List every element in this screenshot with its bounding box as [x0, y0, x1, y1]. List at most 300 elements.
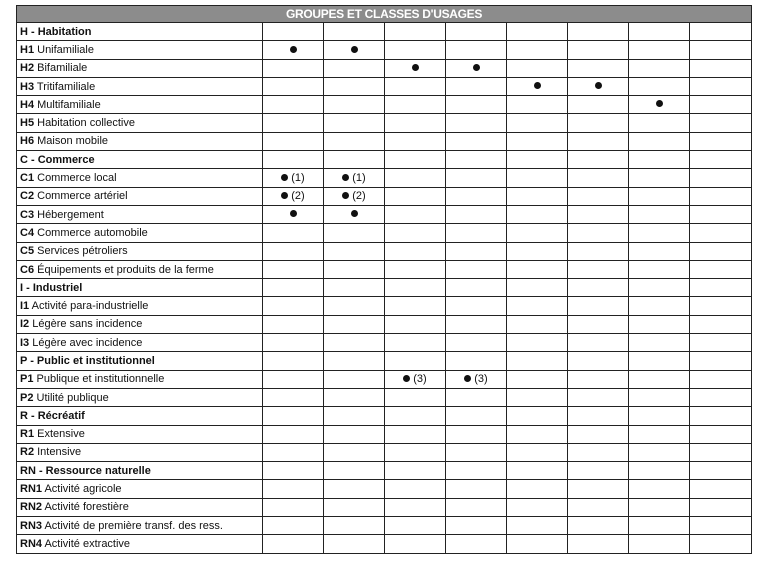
- zone-cell: [324, 388, 385, 406]
- zone-cell: [629, 388, 690, 406]
- zone-cell: [568, 260, 629, 278]
- zone-cell: [385, 517, 446, 535]
- zone-cell: [324, 132, 385, 150]
- zone-cell: [507, 462, 568, 480]
- bullet-icon: [290, 210, 297, 217]
- class-label: [17, 169, 263, 187]
- zone-cell: [446, 260, 507, 278]
- group-label: [17, 462, 263, 480]
- zone-cell: [568, 187, 629, 205]
- zone-cell: [568, 480, 629, 498]
- zone-cell: [446, 297, 507, 315]
- zone-cell: [263, 169, 324, 187]
- zone-cell: [324, 425, 385, 443]
- bullet-icon: [281, 174, 288, 181]
- class-row: [17, 297, 752, 315]
- zone-cell: [507, 205, 568, 223]
- zone-cell: [568, 407, 629, 425]
- zone-cell: [568, 443, 629, 461]
- zone-cell: [568, 388, 629, 406]
- zone-cell: [385, 151, 446, 169]
- class-label: [17, 297, 263, 315]
- bullet-icon: [595, 82, 602, 89]
- zone-cell: [629, 443, 690, 461]
- zone-cell: [507, 315, 568, 333]
- class-name: Hébergement: [37, 208, 104, 221]
- zone-cell: [629, 334, 690, 352]
- zone-cell: [690, 334, 752, 352]
- zone-cell: [446, 480, 507, 498]
- class-row: [17, 169, 752, 187]
- class-name: Multifamiliale: [37, 98, 101, 111]
- zone-cell: [629, 114, 690, 132]
- zone-cell: [324, 77, 385, 95]
- zone-cell: [507, 169, 568, 187]
- zone-cell: [507, 59, 568, 77]
- class-code: C5: [20, 245, 35, 258]
- group-row: [17, 407, 752, 425]
- bullet-icon: [534, 82, 541, 89]
- class-label: [17, 443, 263, 461]
- zone-cell: [324, 352, 385, 370]
- zone-cell: [263, 279, 324, 297]
- class-code: I2: [20, 318, 30, 331]
- zone-cell: [324, 279, 385, 297]
- zone-cell: [507, 425, 568, 443]
- zone-cell: [446, 151, 507, 169]
- zone-cell: [507, 388, 568, 406]
- zone-cell: [629, 41, 690, 59]
- zone-cell: [507, 443, 568, 461]
- class-code: RN2: [20, 501, 43, 514]
- zone-cell: [629, 425, 690, 443]
- zone-cell: [507, 132, 568, 150]
- zone-cell: [446, 407, 507, 425]
- zone-cell: [385, 114, 446, 132]
- zone-cell: [385, 23, 446, 41]
- zone-cell: [629, 279, 690, 297]
- zone-cell: [385, 352, 446, 370]
- zone-cell: [263, 517, 324, 535]
- zone-cell: [568, 498, 629, 516]
- zone-cell: [568, 59, 629, 77]
- zone-cell: [568, 462, 629, 480]
- zone-cell: [690, 132, 752, 150]
- zone-cell: [690, 23, 752, 41]
- zone-cell: [263, 77, 324, 95]
- group-name: H - Habitation: [20, 25, 92, 38]
- zone-cell: [324, 242, 385, 260]
- zone-cell: [263, 297, 324, 315]
- zone-cell: [690, 224, 752, 242]
- bullet-icon: [351, 210, 358, 217]
- zone-cell: [324, 41, 385, 59]
- group-row: [17, 279, 752, 297]
- zone-cell: [568, 151, 629, 169]
- class-name: Publique et institutionnelle: [36, 373, 165, 386]
- zone-cell: [263, 41, 324, 59]
- class-label: [17, 41, 263, 59]
- zone-cell: [263, 425, 324, 443]
- class-name: Maison mobile: [37, 135, 109, 148]
- zone-cell: [568, 23, 629, 41]
- zone-cell: [446, 242, 507, 260]
- zone-cell: [385, 315, 446, 333]
- class-name: Activité agricole: [44, 483, 122, 496]
- class-name: Légère sans incidence: [32, 318, 143, 331]
- zone-cell: [446, 279, 507, 297]
- zone-cell: [324, 334, 385, 352]
- class-code: H6: [20, 135, 35, 148]
- zone-cell: [507, 517, 568, 535]
- zone-cell: [263, 23, 324, 41]
- zone-cell: [324, 151, 385, 169]
- zone-cell: [690, 370, 752, 388]
- zone-cell: [446, 23, 507, 41]
- zone-cell: [263, 151, 324, 169]
- class-label: [17, 260, 263, 278]
- bullet-icon: [403, 375, 410, 382]
- class-row: [17, 334, 752, 352]
- zone-cell: [446, 498, 507, 516]
- zone-cell: [690, 187, 752, 205]
- class-label: [17, 224, 263, 242]
- zone-cell: [385, 187, 446, 205]
- zone-cell: [690, 407, 752, 425]
- zone-cell: [629, 77, 690, 95]
- zone-cell: [629, 205, 690, 223]
- footnote-ref: (3): [413, 373, 427, 386]
- bullet-icon: [473, 64, 480, 71]
- zone-cell: [507, 23, 568, 41]
- zone-cell: [324, 443, 385, 461]
- zone-cell: [446, 169, 507, 187]
- zone-cell: [263, 480, 324, 498]
- zone-cell: [568, 205, 629, 223]
- zone-cell: [446, 187, 507, 205]
- zone-cell: [446, 388, 507, 406]
- zone-cell: [629, 169, 690, 187]
- zone-cell: [385, 41, 446, 59]
- zone-cell: [385, 462, 446, 480]
- zone-cell: [263, 407, 324, 425]
- bullet-icon: [351, 46, 358, 53]
- group-label: [17, 279, 263, 297]
- bullet-icon: [412, 64, 419, 71]
- zone-cell: [507, 151, 568, 169]
- class-name: Services pétroliers: [37, 245, 128, 258]
- zone-cell: [385, 370, 446, 388]
- zone-cell: [629, 132, 690, 150]
- zone-cell: [446, 59, 507, 77]
- zone-cell: [263, 535, 324, 553]
- class-label: [17, 114, 263, 132]
- zone-cell: [324, 59, 385, 77]
- zone-cell: [385, 169, 446, 187]
- zone-cell: [507, 41, 568, 59]
- zone-cell: [385, 132, 446, 150]
- zone-cell: [629, 260, 690, 278]
- group-row: [17, 352, 752, 370]
- class-label: [17, 242, 263, 260]
- zone-cell: [263, 443, 324, 461]
- zone-cell: [263, 370, 324, 388]
- zone-cell: [263, 59, 324, 77]
- zone-cell: [507, 187, 568, 205]
- zone-cell: [690, 96, 752, 114]
- zone-cell: [568, 315, 629, 333]
- class-name: Tritifamiliale: [36, 80, 96, 93]
- zone-cell: [446, 334, 507, 352]
- zone-cell: [324, 517, 385, 535]
- zone-cell: [568, 77, 629, 95]
- zone-cell: [446, 370, 507, 388]
- zone-cell: [446, 205, 507, 223]
- zone-cell: [568, 242, 629, 260]
- zone-cell: [568, 96, 629, 114]
- zone-cell: [568, 114, 629, 132]
- class-name: Extensive: [37, 428, 85, 441]
- zone-cell: [690, 114, 752, 132]
- zone-cell: [507, 498, 568, 516]
- class-code: RN1: [20, 483, 43, 496]
- zone-cell: [263, 352, 324, 370]
- table-title: GROUPES ET CLASSES D'USAGES: [17, 6, 752, 23]
- zone-cell: [568, 352, 629, 370]
- zone-cell: [568, 370, 629, 388]
- zone-cell: [568, 279, 629, 297]
- footnote-ref: (1): [291, 172, 305, 185]
- class-row: [17, 480, 752, 498]
- zone-cell: [690, 388, 752, 406]
- zone-cell: [385, 242, 446, 260]
- zone-cell: [446, 224, 507, 242]
- class-name: Activité para-industrielle: [31, 300, 149, 313]
- class-row: [17, 205, 752, 223]
- class-label: [17, 517, 263, 535]
- class-name: Intensive: [37, 446, 82, 459]
- zone-cell: [690, 462, 752, 480]
- zone-cell: [690, 498, 752, 516]
- zone-cell: [324, 187, 385, 205]
- zone-cell: [446, 132, 507, 150]
- footnote-ref: (3): [474, 373, 488, 386]
- zone-cell: [629, 370, 690, 388]
- group-row: [17, 462, 752, 480]
- class-label: [17, 498, 263, 516]
- zone-cell: [263, 132, 324, 150]
- zone-cell: [629, 59, 690, 77]
- zone-cell: [568, 535, 629, 553]
- zone-cell: [385, 535, 446, 553]
- class-label: [17, 77, 263, 95]
- zone-cell: [385, 388, 446, 406]
- class-name: Commerce local: [37, 172, 117, 185]
- zone-cell: [385, 205, 446, 223]
- class-code: H4: [20, 98, 35, 111]
- zone-cell: [446, 41, 507, 59]
- zone-cell: [263, 498, 324, 516]
- zone-cell: [629, 297, 690, 315]
- zone-cell: [507, 370, 568, 388]
- class-row: [17, 370, 752, 388]
- footnote-ref: (2): [352, 190, 366, 203]
- class-name: Bifamiliale: [37, 62, 88, 75]
- class-name: Activité extractive: [44, 537, 131, 550]
- zone-cell: [690, 535, 752, 553]
- zone-cell: [263, 388, 324, 406]
- zone-cell: [385, 77, 446, 95]
- zone-cell: [324, 297, 385, 315]
- zone-cell: [690, 77, 752, 95]
- class-name: Commerce automobile: [37, 226, 148, 239]
- zone-cell: [263, 187, 324, 205]
- usage-groups-table: [16, 5, 752, 554]
- zone-cell: [385, 443, 446, 461]
- zone-cell: [324, 480, 385, 498]
- zone-cell: [629, 352, 690, 370]
- group-label: [17, 352, 263, 370]
- class-row: [17, 260, 752, 278]
- group-row: [17, 151, 752, 169]
- zone-cell: [446, 517, 507, 535]
- zone-cell: [324, 23, 385, 41]
- zone-cell: [690, 169, 752, 187]
- zone-cell: [507, 334, 568, 352]
- class-row: [17, 77, 752, 95]
- class-label: [17, 132, 263, 150]
- group-name: I - Industriel: [20, 281, 83, 294]
- class-row: [17, 132, 752, 150]
- bullet-icon: [342, 192, 349, 199]
- zone-cell: [690, 242, 752, 260]
- zone-cell: [690, 59, 752, 77]
- class-row: [17, 443, 752, 461]
- zone-cell: [263, 315, 324, 333]
- zone-cell: [568, 132, 629, 150]
- class-row: [17, 224, 752, 242]
- zone-cell: [507, 260, 568, 278]
- class-label: [17, 187, 263, 205]
- group-name: RN - Ressource naturelle: [20, 464, 151, 477]
- zone-cell: [446, 114, 507, 132]
- class-code: P2: [20, 391, 34, 404]
- zone-cell: [629, 96, 690, 114]
- zone-cell: [324, 315, 385, 333]
- class-row: [17, 425, 752, 443]
- zone-cell: [263, 462, 324, 480]
- zone-cell: [629, 535, 690, 553]
- group-label: [17, 151, 263, 169]
- class-label: [17, 370, 263, 388]
- zone-cell: [324, 535, 385, 553]
- class-label: [17, 480, 263, 498]
- zone-cell: [568, 517, 629, 535]
- class-label: [17, 205, 263, 223]
- group-name: C - Commerce: [20, 153, 95, 166]
- zone-cell: [629, 151, 690, 169]
- zone-cell: [263, 242, 324, 260]
- zone-cell: [568, 169, 629, 187]
- class-code: RN3: [20, 519, 43, 532]
- zone-cell: [507, 96, 568, 114]
- bullet-icon: [656, 100, 663, 107]
- class-code: I3: [20, 336, 30, 349]
- zone-cell: [690, 260, 752, 278]
- zone-cell: [568, 297, 629, 315]
- class-row: [17, 535, 752, 553]
- class-name: Légère avec incidence: [32, 336, 143, 349]
- zone-cell: [507, 114, 568, 132]
- zone-cell: [629, 462, 690, 480]
- zone-cell: [263, 224, 324, 242]
- zone-cell: [385, 334, 446, 352]
- class-code: C2: [20, 190, 35, 203]
- zone-cell: [690, 352, 752, 370]
- class-label: [17, 315, 263, 333]
- zone-cell: [568, 334, 629, 352]
- zone-cell: [507, 279, 568, 297]
- zone-cell: [324, 224, 385, 242]
- class-code: R2: [20, 446, 35, 459]
- class-label: [17, 425, 263, 443]
- class-code: C4: [20, 226, 35, 239]
- zone-cell: [507, 535, 568, 553]
- class-name: Équipements et produits de la ferme: [37, 263, 214, 276]
- zone-cell: [568, 41, 629, 59]
- zone-cell: [385, 498, 446, 516]
- class-code: C3: [20, 208, 35, 221]
- zone-cell: [263, 205, 324, 223]
- zone-cell: [263, 260, 324, 278]
- zone-cell: [385, 59, 446, 77]
- class-row: [17, 315, 752, 333]
- zone-cell: [629, 187, 690, 205]
- zone-cell: [263, 96, 324, 114]
- class-name: Commerce artériel: [37, 190, 128, 203]
- zone-cell: [629, 480, 690, 498]
- zone-cell: [690, 205, 752, 223]
- class-code: H5: [20, 117, 35, 130]
- zone-cell: [385, 96, 446, 114]
- zone-cell: [324, 462, 385, 480]
- group-row: [17, 23, 752, 41]
- zone-cell: [690, 279, 752, 297]
- zone-cell: [263, 114, 324, 132]
- class-label: [17, 59, 263, 77]
- table-body: [17, 23, 752, 554]
- zone-cell: [629, 242, 690, 260]
- class-label: [17, 96, 263, 114]
- class-code: C1: [20, 172, 35, 185]
- zone-cell: [446, 77, 507, 95]
- zone-cell: [629, 517, 690, 535]
- zone-cell: [690, 315, 752, 333]
- bullet-icon: [342, 174, 349, 181]
- zone-cell: [568, 224, 629, 242]
- class-row: [17, 41, 752, 59]
- zone-cell: [690, 151, 752, 169]
- footnote-ref: (2): [291, 190, 305, 203]
- zone-cell: [690, 425, 752, 443]
- zone-cell: [629, 23, 690, 41]
- zone-cell: [263, 334, 324, 352]
- zone-cell: [507, 352, 568, 370]
- class-name: Activité de première transf. des ress.: [44, 519, 223, 532]
- zone-cell: [324, 205, 385, 223]
- zone-cell: [446, 352, 507, 370]
- class-label: [17, 388, 263, 406]
